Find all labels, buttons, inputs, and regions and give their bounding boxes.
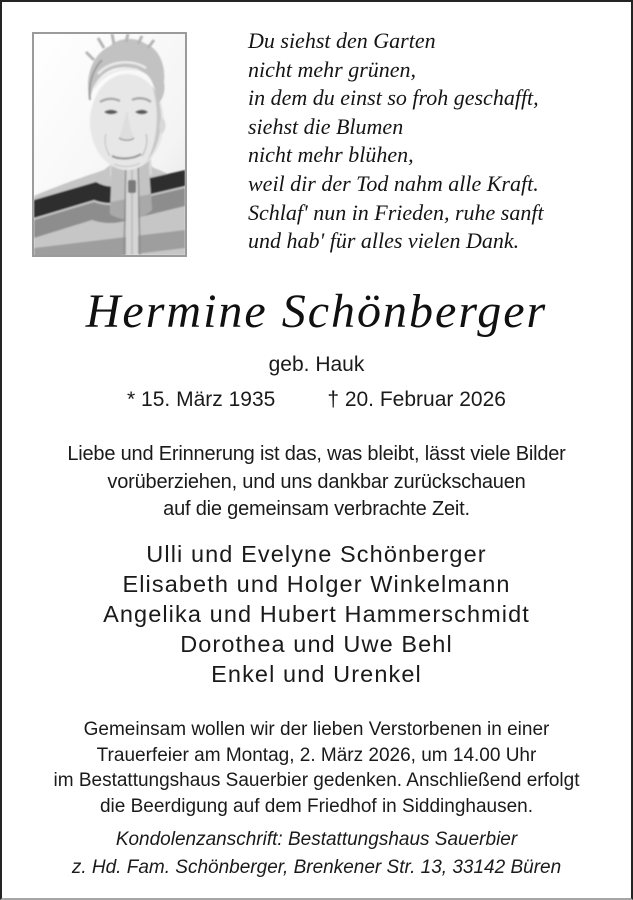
memorial-poem bbox=[248, 27, 544, 256]
birth-date: * 15. März 1935 bbox=[127, 388, 276, 411]
maiden-name: geb. Hauk bbox=[268, 353, 365, 376]
portrait-photo-frame bbox=[32, 32, 187, 257]
mourner-name: Enkel und Urenkel bbox=[211, 661, 422, 687]
funeral-announcement bbox=[2, 717, 631, 819]
tribute-line: auf die gemeinsam verbrachte Zeit. bbox=[163, 498, 470, 520]
condolence-line: Kondolenzanschrift: Bestattungshaus Sauerbier bbox=[115, 829, 518, 850]
tribute-line: Liebe und Erinnerung ist das, was bleibt, lässt viele Bilder bbox=[67, 443, 566, 465]
funeral-line: Gemeinsam wollen wir der lieben Verstorbenen in einer bbox=[83, 719, 550, 740]
zipper-pull bbox=[128, 180, 136, 193]
death-date: † 20. Februar 2026 bbox=[327, 388, 506, 411]
poem-line: nicht mehr blühen, bbox=[248, 142, 414, 168]
funeral-line: Trauerfeier am Montag, 2. März 2026, um 14.00 Uhr bbox=[96, 744, 537, 766]
poem-line: Schlaf' nun in Frieden, ruhe sanft bbox=[248, 199, 544, 225]
poem-line: weil dir der Tod nahm alle Kraft. bbox=[248, 170, 539, 196]
life-dates bbox=[2, 388, 631, 412]
poem-line: in dem du einst so froh geschafft, bbox=[248, 85, 539, 111]
tribute-text bbox=[2, 441, 631, 524]
mourners-list bbox=[2, 539, 631, 689]
poem-line: und hab' für alles vielen Dank. bbox=[248, 228, 520, 254]
mourner-name: Elisabeth und Holger Winkelmann bbox=[122, 571, 511, 597]
condolence-line: z. Hd. Fam. Schönberger, Brenkener Str. 13, 33142 Büren bbox=[71, 857, 562, 878]
tribute-line: vorüberziehen, und uns dankbar zurückschauen bbox=[107, 470, 526, 493]
mourner-name: Dorothea und Uwe Behl bbox=[180, 631, 453, 657]
deceased-name: Hermine Schönberger bbox=[85, 285, 548, 338]
condolence-address bbox=[2, 826, 631, 882]
mourner-name: Ulli und Evelyne Schönberger bbox=[146, 541, 487, 567]
funeral-line: im Bestattungshaus Sauerbier gedenken. Anschließend erfolgt bbox=[53, 770, 580, 791]
poem-line: Du siehst den Garten bbox=[248, 28, 436, 53]
poem-line: siehst die Blumen bbox=[248, 113, 404, 139]
portrait-photo bbox=[34, 34, 185, 255]
funeral-line: die Beerdigung auf dem Friedhof in Siddinghausen. bbox=[99, 795, 534, 817]
mourner-name: Angelika und Hubert Hammerschmidt bbox=[103, 601, 530, 627]
poem-line: nicht mehr grünen, bbox=[248, 56, 417, 82]
